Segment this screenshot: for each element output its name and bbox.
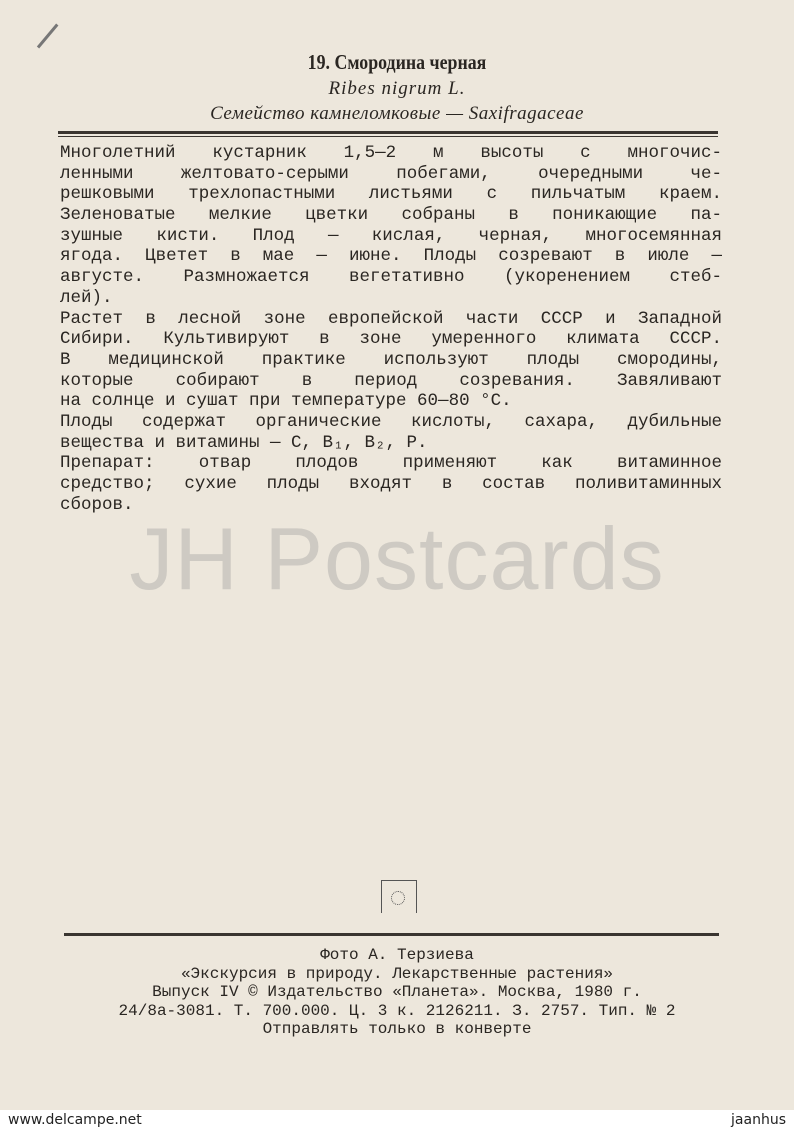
text-line: Сибири. Культивируют в зоне умеренного климата СССР. [60,329,722,350]
text-line: Препарат: отвар плодов применяют как витаминное [60,453,722,474]
publisher-logo [381,880,417,913]
divider [58,131,718,134]
text-line: средство; сухие плоды входят в состав поливитаминных [60,474,722,494]
text-line: В медицинской практике используют плоды смородины, [60,349,722,370]
text-line: решковыми трехлопастными листьями с пильчатым краем. [60,184,722,205]
text-line: Плоды содержат органические кислоты, сахара, дубильные [60,411,722,432]
imprint-line: Выпуск IV © Издательство «Планета». Москва, 1980 г. [152,983,642,1001]
description-text [60,143,722,515]
plant-title: 19. Смородина черная [307,50,487,74]
text-line: Зеленоватые мелкие цветки собраны в поникающие па- [60,205,722,226]
imprint-line: «Экскурсия в природу. Лекарственные растения» [180,964,614,983]
family-name: Семейство камнеломковые — Saxifragaceae [210,103,584,124]
text-line: ягода. Цветет в мае — июне. Плоды созревают в июле — [60,246,722,267]
imprint-line: Отправлять только в конверте [262,1020,532,1038]
text-line: на солнце и сушат при температуре 60—80 °С. [60,391,512,412]
pen-mark [37,24,59,49]
text-line: вещества и витамины — С, B₁, B₂, Р. [60,432,428,453]
imprint-line: Фото А. Терзиева [320,946,474,964]
source-strip [0,1110,794,1131]
text-line: которые собирают в период созревания. Завяливают [60,370,722,391]
text-line: августе. Размножается вегетативно (укоренением стеб- [60,267,722,288]
text-line: ленными желтовато-серыми побегами, очередными че- [60,163,722,184]
seller-name[interactable]: jaanhus [731,1112,786,1128]
imprint [0,946,794,1039]
divider [58,136,718,137]
text-line: сборов. [60,494,134,515]
watermark: JH Postcards [129,509,665,608]
text-line: лей). [60,287,113,308]
latin-name: Ribes nigrum L. [328,78,466,99]
text-line: Растет в лесной зоне европейской части СССР и Западной [60,308,722,329]
text-line: зушные кисти. Плод — кислая, черная, многосемянная [60,225,722,246]
divider [64,933,719,936]
text-line: Многолетний кустарник 1,5—2 м высоты с многочис- [60,143,722,163]
site-link[interactable]: www.delcampe.net [8,1112,142,1128]
imprint-line: 24/8а-3081. Т. 700.000. Ц. 3 к. 2126211. З. 2757. Тип. № 2 [118,1001,676,1020]
